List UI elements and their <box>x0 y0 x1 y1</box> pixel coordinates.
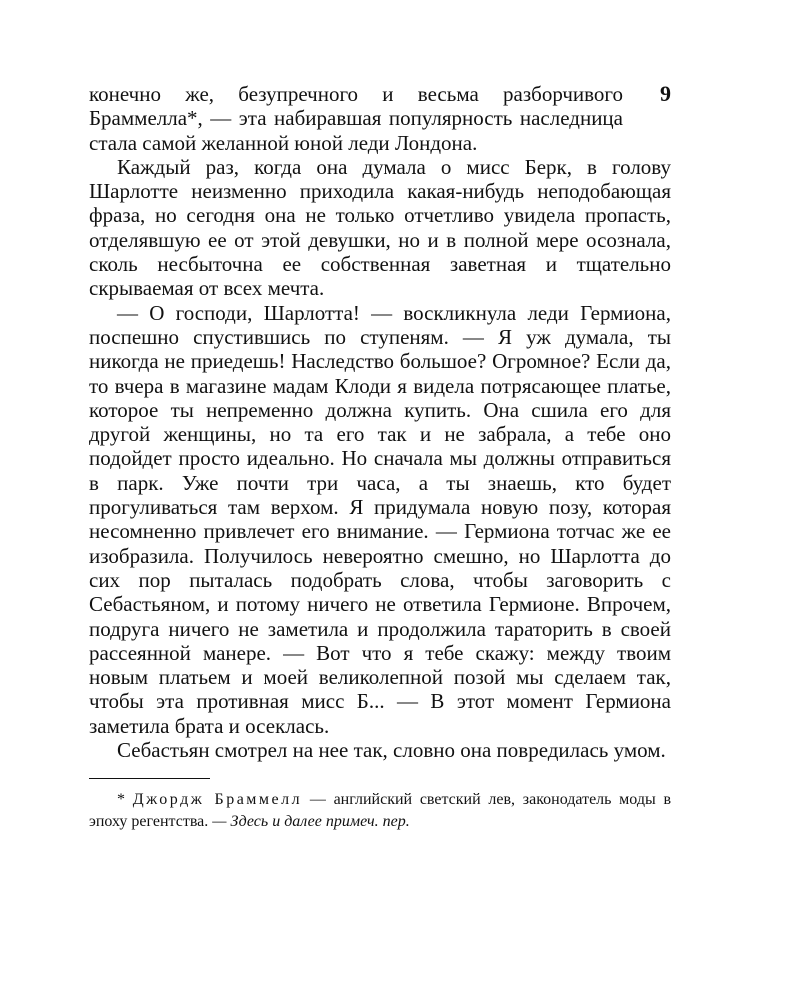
footnote <box>89 789 671 833</box>
paragraph: — О господи, Шарлотта! — воскликнула леди Гермиона, поспешно спустившись по ступеням. — Я уж думала, ты никогда не приедешь! Наследство большое? Огромное? Если да, то вчера в магазине мадам Клоди я видела потрясающее платье, которое ты непременно должна купить. Она сшила его для другой женщины, но та его так и не забрала, а тебе оно подойдет просто идеально. Но сначала мы должны отправиться в парк. Уже почти три часа, а ты знаешь, кто будет прогуливаться там верхом. Я придумала новую позу, которая несомненно привлечет его внимание. — Гермиона тотчас же ее изобразила. Получилось невероятно смешно, но Шарлотта до сих пор пыталась подобрать слова, чтобы заговорить с Себастьяном, и потому ничего не ответила Гермионе. Впрочем, подруга ничего не заметила и продолжила тараторить в своей рассеянной манере. — Вот что я тебе скажу: между твоим новым платьем и моей великолепной позой мы сделаем так, чтобы эта противная мисс Б... — В этот момент Гермиона заметила брата и осеклась. <box>89 300 671 738</box>
footnote-name: Джордж Браммелл <box>132 791 303 809</box>
footnote-marker: * <box>117 791 125 809</box>
body-text <box>89 82 671 762</box>
paragraph: Себастьян смотрел на нее так, словно она повредилась умом. <box>117 738 666 763</box>
paragraph-continuation: конечно же, безупречного и весьма разборчивого Браммелла*, — эта набиравшая популярность наследница стала самой желанной юной леди Лондона. <box>89 82 623 155</box>
footnote-divider <box>89 778 210 779</box>
paragraph: Каждый раз, когда она думала о мисс Берк, в голову Шарлотте неизменно приходила какая-нибудь неподобающая фраза, но сегодня она не только отчетливо увидела пропасть, отделявшую ее от этой девушки, но и в полной мере осознала, сколь несбыточна ее собственная заветная и тщательно скрываемая от всех мечта. <box>89 154 671 301</box>
footnote-translator-note: — Здесь и далее примеч. пер. <box>212 813 410 831</box>
footnote-text: — английский светский лев, законодатель моды в эпоху регентства. <box>89 791 672 831</box>
page-number: 9 <box>660 81 671 106</box>
book-page <box>89 82 671 833</box>
